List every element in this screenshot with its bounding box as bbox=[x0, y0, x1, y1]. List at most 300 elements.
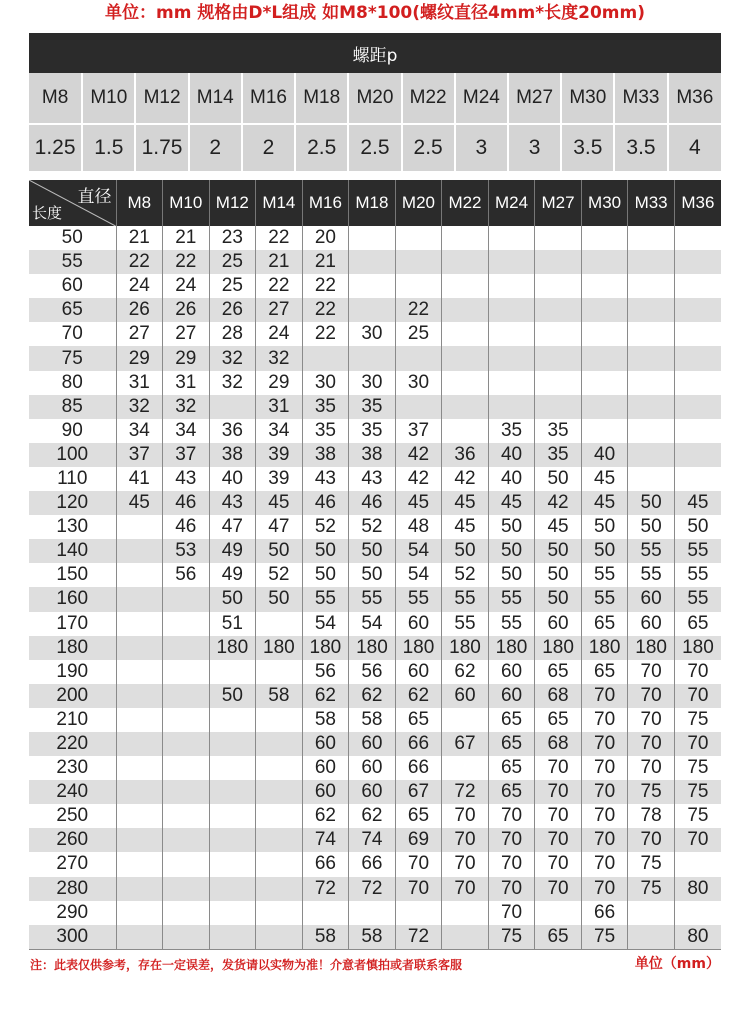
thread-length-cell: 50 bbox=[535, 539, 582, 563]
thread-length-cell: 62 bbox=[349, 684, 396, 708]
table-row bbox=[29, 684, 721, 708]
thread-length-cell: 31 bbox=[163, 371, 210, 395]
column-header-cell: M14 bbox=[256, 180, 303, 226]
length-cell: 250 bbox=[29, 804, 116, 828]
thread-length-cell bbox=[302, 901, 349, 925]
thread-length-cell bbox=[256, 828, 303, 852]
thread-length-cell bbox=[488, 250, 535, 274]
length-cell: 240 bbox=[29, 780, 116, 804]
table-row bbox=[29, 515, 721, 539]
thread-length-cell: 70 bbox=[581, 877, 628, 901]
thread-length-cell: 27 bbox=[256, 298, 303, 322]
length-cell: 100 bbox=[29, 443, 116, 467]
thread-length-cell: 70 bbox=[488, 901, 535, 925]
thread-length-cell: 70 bbox=[488, 828, 535, 852]
thread-length-cell bbox=[256, 852, 303, 876]
thread-length-cell: 40 bbox=[209, 467, 256, 491]
thread-length-cell bbox=[535, 395, 582, 419]
thread-length-cell: 23 bbox=[209, 226, 256, 250]
thread-length-cell: 35 bbox=[349, 419, 396, 443]
thread-length-cell: 50 bbox=[628, 491, 675, 515]
pitch-size-cell: M14 bbox=[189, 73, 242, 124]
thread-length-cell: 21 bbox=[163, 226, 210, 250]
thread-length-cell bbox=[163, 732, 210, 756]
thread-length-cell: 180 bbox=[628, 636, 675, 660]
length-cell: 55 bbox=[29, 250, 116, 274]
thread-length-cell bbox=[256, 925, 303, 950]
thread-length-cell: 180 bbox=[395, 636, 442, 660]
thread-length-cell bbox=[535, 298, 582, 322]
thread-length-cell bbox=[628, 274, 675, 298]
length-cell: 80 bbox=[29, 371, 116, 395]
pitch-value-cell: 2.5 bbox=[348, 124, 401, 171]
table-row bbox=[29, 925, 721, 950]
table-row bbox=[29, 322, 721, 346]
corner-length-label: 长度 bbox=[32, 205, 63, 222]
pitch-value-cell: 1.75 bbox=[135, 124, 188, 171]
thread-length-cell: 22 bbox=[163, 250, 210, 274]
thread-length-cell: 70 bbox=[535, 804, 582, 828]
thread-length-cell: 50 bbox=[581, 539, 628, 563]
thread-length-cell bbox=[628, 371, 675, 395]
thread-length-cell bbox=[163, 925, 210, 950]
thread-length-cell: 60 bbox=[442, 684, 489, 708]
thread-length-cell bbox=[442, 371, 489, 395]
thread-length-cell: 50 bbox=[209, 587, 256, 611]
thread-length-cell: 24 bbox=[116, 274, 163, 298]
thread-length-cell: 70 bbox=[535, 828, 582, 852]
table-row bbox=[29, 539, 721, 563]
thread-length-cell bbox=[442, 226, 489, 250]
thread-length-cell bbox=[442, 419, 489, 443]
table-row bbox=[29, 443, 721, 467]
thread-length-cell: 55 bbox=[674, 539, 721, 563]
thread-length-cell bbox=[628, 298, 675, 322]
pitch-value-cell: 2 bbox=[242, 124, 295, 171]
thread-length-cell: 25 bbox=[209, 274, 256, 298]
thread-length-cell: 69 bbox=[395, 828, 442, 852]
thread-length-cell: 75 bbox=[628, 852, 675, 876]
thread-length-cell: 55 bbox=[674, 563, 721, 587]
thread-length-cell: 21 bbox=[302, 250, 349, 274]
pitch-size-cell: M22 bbox=[402, 73, 455, 124]
thread-length-cell bbox=[674, 371, 721, 395]
thread-length-cell: 60 bbox=[349, 732, 396, 756]
thread-length-cell: 37 bbox=[163, 443, 210, 467]
thread-length-cell bbox=[163, 636, 210, 660]
table-row bbox=[29, 612, 721, 636]
thread-length-cell: 58 bbox=[349, 708, 396, 732]
length-cell: 200 bbox=[29, 684, 116, 708]
thread-length-cell bbox=[535, 226, 582, 250]
thread-length-cell bbox=[116, 852, 163, 876]
thread-length-cell bbox=[442, 250, 489, 274]
thread-length-cell bbox=[163, 852, 210, 876]
thread-length-cell bbox=[256, 612, 303, 636]
thread-length-cell bbox=[395, 250, 442, 274]
thread-length-cell: 50 bbox=[581, 515, 628, 539]
thread-length-cell: 50 bbox=[302, 539, 349, 563]
thread-length-cell: 70 bbox=[581, 828, 628, 852]
thread-length-cell bbox=[488, 274, 535, 298]
thread-length-cell bbox=[674, 298, 721, 322]
thread-length-cell: 25 bbox=[395, 322, 442, 346]
thread-length-cell bbox=[442, 298, 489, 322]
length-table bbox=[29, 180, 721, 950]
thread-length-cell bbox=[163, 684, 210, 708]
thread-length-cell: 75 bbox=[488, 925, 535, 950]
thread-length-cell: 65 bbox=[535, 660, 582, 684]
thread-length-cell bbox=[349, 298, 396, 322]
thread-length-cell: 50 bbox=[209, 684, 256, 708]
thread-length-cell: 62 bbox=[302, 684, 349, 708]
thread-length-cell: 31 bbox=[116, 371, 163, 395]
thread-length-cell: 67 bbox=[395, 780, 442, 804]
thread-length-cell: 60 bbox=[349, 780, 396, 804]
thread-length-cell: 46 bbox=[349, 491, 396, 515]
thread-length-cell: 34 bbox=[116, 419, 163, 443]
thread-length-cell: 29 bbox=[116, 346, 163, 370]
thread-length-cell: 70 bbox=[395, 877, 442, 901]
thread-length-cell: 66 bbox=[302, 852, 349, 876]
length-cell: 50 bbox=[29, 226, 116, 250]
thread-length-cell: 65 bbox=[674, 612, 721, 636]
thread-length-cell bbox=[163, 756, 210, 780]
thread-length-cell: 68 bbox=[535, 732, 582, 756]
thread-length-cell: 72 bbox=[395, 925, 442, 950]
thread-length-cell: 80 bbox=[674, 925, 721, 950]
thread-length-cell: 30 bbox=[349, 322, 396, 346]
thread-length-cell bbox=[209, 395, 256, 419]
thread-length-cell bbox=[116, 515, 163, 539]
thread-length-cell: 27 bbox=[116, 322, 163, 346]
thread-length-cell bbox=[209, 877, 256, 901]
thread-length-cell bbox=[116, 539, 163, 563]
pitch-size-cell: M18 bbox=[295, 73, 348, 124]
thread-length-cell: 70 bbox=[674, 660, 721, 684]
thread-length-cell: 38 bbox=[302, 443, 349, 467]
thread-length-cell: 65 bbox=[488, 708, 535, 732]
thread-length-cell: 50 bbox=[535, 587, 582, 611]
thread-length-cell: 52 bbox=[442, 563, 489, 587]
thread-length-cell: 22 bbox=[256, 274, 303, 298]
thread-length-cell: 62 bbox=[442, 660, 489, 684]
thread-length-cell: 65 bbox=[395, 804, 442, 828]
thread-length-cell bbox=[581, 419, 628, 443]
pitch-size-cell: M27 bbox=[508, 73, 561, 124]
table-row bbox=[29, 298, 721, 322]
thread-length-cell: 45 bbox=[581, 467, 628, 491]
thread-length-cell bbox=[442, 395, 489, 419]
thread-length-cell bbox=[674, 395, 721, 419]
thread-length-cell: 74 bbox=[349, 828, 396, 852]
pitch-sizes-row bbox=[29, 73, 721, 124]
thread-length-cell: 70 bbox=[581, 708, 628, 732]
thread-length-cell: 45 bbox=[581, 491, 628, 515]
pitch-values-row bbox=[29, 124, 721, 171]
thread-length-cell bbox=[116, 901, 163, 925]
thread-length-cell: 70 bbox=[628, 828, 675, 852]
length-cell: 270 bbox=[29, 852, 116, 876]
thread-length-cell bbox=[535, 371, 582, 395]
thread-length-cell bbox=[628, 925, 675, 950]
column-header-cell: M8 bbox=[116, 180, 163, 226]
thread-length-cell: 58 bbox=[302, 708, 349, 732]
thread-length-cell bbox=[349, 274, 396, 298]
thread-length-cell: 29 bbox=[163, 346, 210, 370]
thread-length-cell bbox=[163, 828, 210, 852]
thread-length-cell: 60 bbox=[488, 660, 535, 684]
thread-length-cell bbox=[116, 925, 163, 950]
thread-length-cell bbox=[163, 587, 210, 611]
thread-length-cell bbox=[628, 419, 675, 443]
thread-length-cell: 55 bbox=[395, 587, 442, 611]
thread-length-cell bbox=[116, 804, 163, 828]
length-cell: 260 bbox=[29, 828, 116, 852]
table-row bbox=[29, 467, 721, 491]
thread-length-cell bbox=[163, 708, 210, 732]
pitch-size-cell: M12 bbox=[135, 73, 188, 124]
thread-length-cell: 30 bbox=[395, 371, 442, 395]
table-row bbox=[29, 852, 721, 876]
pitch-size-cell: M30 bbox=[561, 73, 614, 124]
thread-length-cell bbox=[209, 780, 256, 804]
thread-length-cell bbox=[488, 322, 535, 346]
thread-length-cell: 55 bbox=[442, 587, 489, 611]
thread-length-cell bbox=[349, 901, 396, 925]
thread-length-cell: 60 bbox=[628, 587, 675, 611]
thread-length-cell: 70 bbox=[628, 756, 675, 780]
thread-length-cell: 70 bbox=[488, 804, 535, 828]
pitch-value-cell: 1.25 bbox=[29, 124, 82, 171]
thread-length-cell bbox=[116, 563, 163, 587]
table-row bbox=[29, 901, 721, 925]
thread-length-cell: 58 bbox=[349, 925, 396, 950]
pitch-value-cell: 4 bbox=[668, 124, 721, 171]
thread-length-cell: 54 bbox=[302, 612, 349, 636]
thread-length-cell: 66 bbox=[581, 901, 628, 925]
thread-length-cell: 70 bbox=[581, 732, 628, 756]
thread-length-cell: 55 bbox=[349, 587, 396, 611]
thread-length-cell: 46 bbox=[163, 491, 210, 515]
thread-length-cell: 75 bbox=[674, 780, 721, 804]
thread-length-cell: 50 bbox=[256, 539, 303, 563]
length-cell: 120 bbox=[29, 491, 116, 515]
thread-length-cell: 60 bbox=[395, 660, 442, 684]
thread-length-cell: 65 bbox=[395, 708, 442, 732]
thread-length-cell bbox=[116, 828, 163, 852]
thread-length-cell: 58 bbox=[256, 684, 303, 708]
thread-length-cell: 52 bbox=[256, 563, 303, 587]
pitch-value-cell: 2.5 bbox=[402, 124, 455, 171]
pitch-value-cell: 3.5 bbox=[614, 124, 667, 171]
length-cell: 180 bbox=[29, 636, 116, 660]
corner-header-cell bbox=[29, 180, 116, 226]
thread-length-cell: 43 bbox=[349, 467, 396, 491]
thread-length-cell bbox=[581, 226, 628, 250]
thread-length-cell: 55 bbox=[442, 612, 489, 636]
thread-length-cell: 67 bbox=[442, 732, 489, 756]
thread-length-cell: 54 bbox=[349, 612, 396, 636]
thread-length-cell: 26 bbox=[163, 298, 210, 322]
thread-length-cell: 26 bbox=[116, 298, 163, 322]
thread-length-cell: 75 bbox=[674, 804, 721, 828]
thread-length-cell: 62 bbox=[302, 804, 349, 828]
thread-length-cell: 40 bbox=[581, 443, 628, 467]
thread-length-cell: 70 bbox=[442, 804, 489, 828]
length-cell: 290 bbox=[29, 901, 116, 925]
thread-length-cell: 50 bbox=[488, 539, 535, 563]
column-header-cell: M36 bbox=[674, 180, 721, 226]
thread-length-cell bbox=[488, 226, 535, 250]
thread-length-cell: 180 bbox=[209, 636, 256, 660]
thread-length-cell bbox=[256, 708, 303, 732]
table-row bbox=[29, 804, 721, 828]
thread-length-cell: 36 bbox=[442, 443, 489, 467]
pitch-size-cell: M24 bbox=[455, 73, 508, 124]
thread-length-cell: 75 bbox=[674, 756, 721, 780]
thread-length-cell: 72 bbox=[302, 877, 349, 901]
thread-length-cell: 180 bbox=[535, 636, 582, 660]
thread-length-cell: 66 bbox=[395, 732, 442, 756]
pitch-size-cell: M10 bbox=[82, 73, 135, 124]
thread-length-cell: 35 bbox=[349, 395, 396, 419]
length-cell: 110 bbox=[29, 467, 116, 491]
thread-length-cell bbox=[209, 708, 256, 732]
thread-length-cell bbox=[256, 732, 303, 756]
pitch-size-cell: M8 bbox=[29, 73, 82, 124]
thread-length-cell: 72 bbox=[349, 877, 396, 901]
thread-length-cell bbox=[395, 901, 442, 925]
table-row bbox=[29, 708, 721, 732]
thread-length-cell: 72 bbox=[442, 780, 489, 804]
thread-length-cell: 56 bbox=[302, 660, 349, 684]
table-row bbox=[29, 226, 721, 250]
thread-length-cell bbox=[628, 226, 675, 250]
pitch-value-cell: 3.5 bbox=[561, 124, 614, 171]
thread-length-cell bbox=[581, 274, 628, 298]
thread-length-cell: 25 bbox=[209, 250, 256, 274]
thread-length-cell bbox=[628, 250, 675, 274]
thread-length-cell: 24 bbox=[256, 322, 303, 346]
thread-length-cell bbox=[628, 443, 675, 467]
thread-length-cell: 70 bbox=[488, 877, 535, 901]
table-row bbox=[29, 491, 721, 515]
thread-length-cell: 70 bbox=[535, 852, 582, 876]
unit-label: 单位（mm） bbox=[634, 956, 720, 972]
thread-length-cell bbox=[349, 346, 396, 370]
thread-length-cell: 70 bbox=[628, 732, 675, 756]
thread-length-cell: 35 bbox=[535, 443, 582, 467]
table-row bbox=[29, 274, 721, 298]
thread-length-cell: 39 bbox=[256, 467, 303, 491]
thread-length-cell bbox=[535, 346, 582, 370]
thread-length-cell bbox=[581, 346, 628, 370]
thread-length-cell: 50 bbox=[488, 515, 535, 539]
thread-length-cell: 62 bbox=[349, 804, 396, 828]
thread-length-cell bbox=[116, 756, 163, 780]
table-row bbox=[29, 395, 721, 419]
thread-length-cell: 62 bbox=[395, 684, 442, 708]
thread-length-cell: 22 bbox=[256, 226, 303, 250]
thread-length-cell: 55 bbox=[302, 587, 349, 611]
thread-length-cell: 32 bbox=[163, 395, 210, 419]
thread-length-cell bbox=[674, 467, 721, 491]
thread-length-cell: 50 bbox=[349, 563, 396, 587]
thread-length-cell: 75 bbox=[628, 780, 675, 804]
thread-length-cell: 35 bbox=[535, 419, 582, 443]
thread-length-cell bbox=[442, 756, 489, 780]
thread-length-cell: 180 bbox=[349, 636, 396, 660]
thread-length-cell: 180 bbox=[674, 636, 721, 660]
column-header-cell: M24 bbox=[488, 180, 535, 226]
length-cell: 140 bbox=[29, 539, 116, 563]
thread-length-cell: 42 bbox=[395, 467, 442, 491]
thread-length-cell: 180 bbox=[256, 636, 303, 660]
thread-length-cell: 70 bbox=[535, 756, 582, 780]
thread-length-cell: 55 bbox=[488, 587, 535, 611]
thread-length-cell: 35 bbox=[302, 419, 349, 443]
thread-length-cell: 180 bbox=[488, 636, 535, 660]
thread-length-cell bbox=[116, 708, 163, 732]
page-title: 单位：mm 规格由D*L组成 如M8*100(螺纹直径4mm*长度20mm) bbox=[105, 3, 645, 23]
thread-length-cell: 70 bbox=[488, 852, 535, 876]
thread-length-cell: 60 bbox=[302, 756, 349, 780]
thread-length-cell: 74 bbox=[302, 828, 349, 852]
table-row bbox=[29, 636, 721, 660]
length-cell: 90 bbox=[29, 419, 116, 443]
thread-length-cell bbox=[674, 346, 721, 370]
thread-length-cell: 28 bbox=[209, 322, 256, 346]
thread-length-cell: 78 bbox=[628, 804, 675, 828]
thread-length-cell: 50 bbox=[535, 467, 582, 491]
thread-length-cell bbox=[628, 322, 675, 346]
thread-length-cell: 55 bbox=[674, 587, 721, 611]
thread-length-cell: 47 bbox=[209, 515, 256, 539]
thread-length-cell: 56 bbox=[163, 563, 210, 587]
thread-length-cell bbox=[628, 467, 675, 491]
thread-length-cell: 45 bbox=[442, 491, 489, 515]
thread-length-cell bbox=[163, 780, 210, 804]
thread-length-cell bbox=[442, 901, 489, 925]
thread-length-cell: 60 bbox=[395, 612, 442, 636]
thread-length-cell: 22 bbox=[116, 250, 163, 274]
column-header-cell: M16 bbox=[302, 180, 349, 226]
thread-length-cell: 39 bbox=[256, 443, 303, 467]
thread-length-cell: 70 bbox=[674, 828, 721, 852]
thread-length-cell: 41 bbox=[116, 467, 163, 491]
thread-length-cell: 34 bbox=[163, 419, 210, 443]
thread-length-cell: 49 bbox=[209, 563, 256, 587]
thread-length-cell: 65 bbox=[535, 708, 582, 732]
thread-length-cell: 70 bbox=[628, 708, 675, 732]
thread-length-cell: 27 bbox=[163, 322, 210, 346]
thread-length-cell: 55 bbox=[488, 612, 535, 636]
thread-length-cell bbox=[488, 371, 535, 395]
thread-length-cell bbox=[256, 901, 303, 925]
thread-length-cell: 37 bbox=[395, 419, 442, 443]
thread-length-cell bbox=[535, 322, 582, 346]
thread-length-cell bbox=[116, 732, 163, 756]
thread-length-cell bbox=[488, 395, 535, 419]
thread-length-cell bbox=[674, 274, 721, 298]
thread-length-cell bbox=[163, 877, 210, 901]
thread-length-cell: 50 bbox=[302, 563, 349, 587]
thread-length-cell bbox=[209, 732, 256, 756]
thread-length-cell: 54 bbox=[395, 539, 442, 563]
thread-length-cell: 50 bbox=[442, 539, 489, 563]
column-header-cell: M33 bbox=[628, 180, 675, 226]
